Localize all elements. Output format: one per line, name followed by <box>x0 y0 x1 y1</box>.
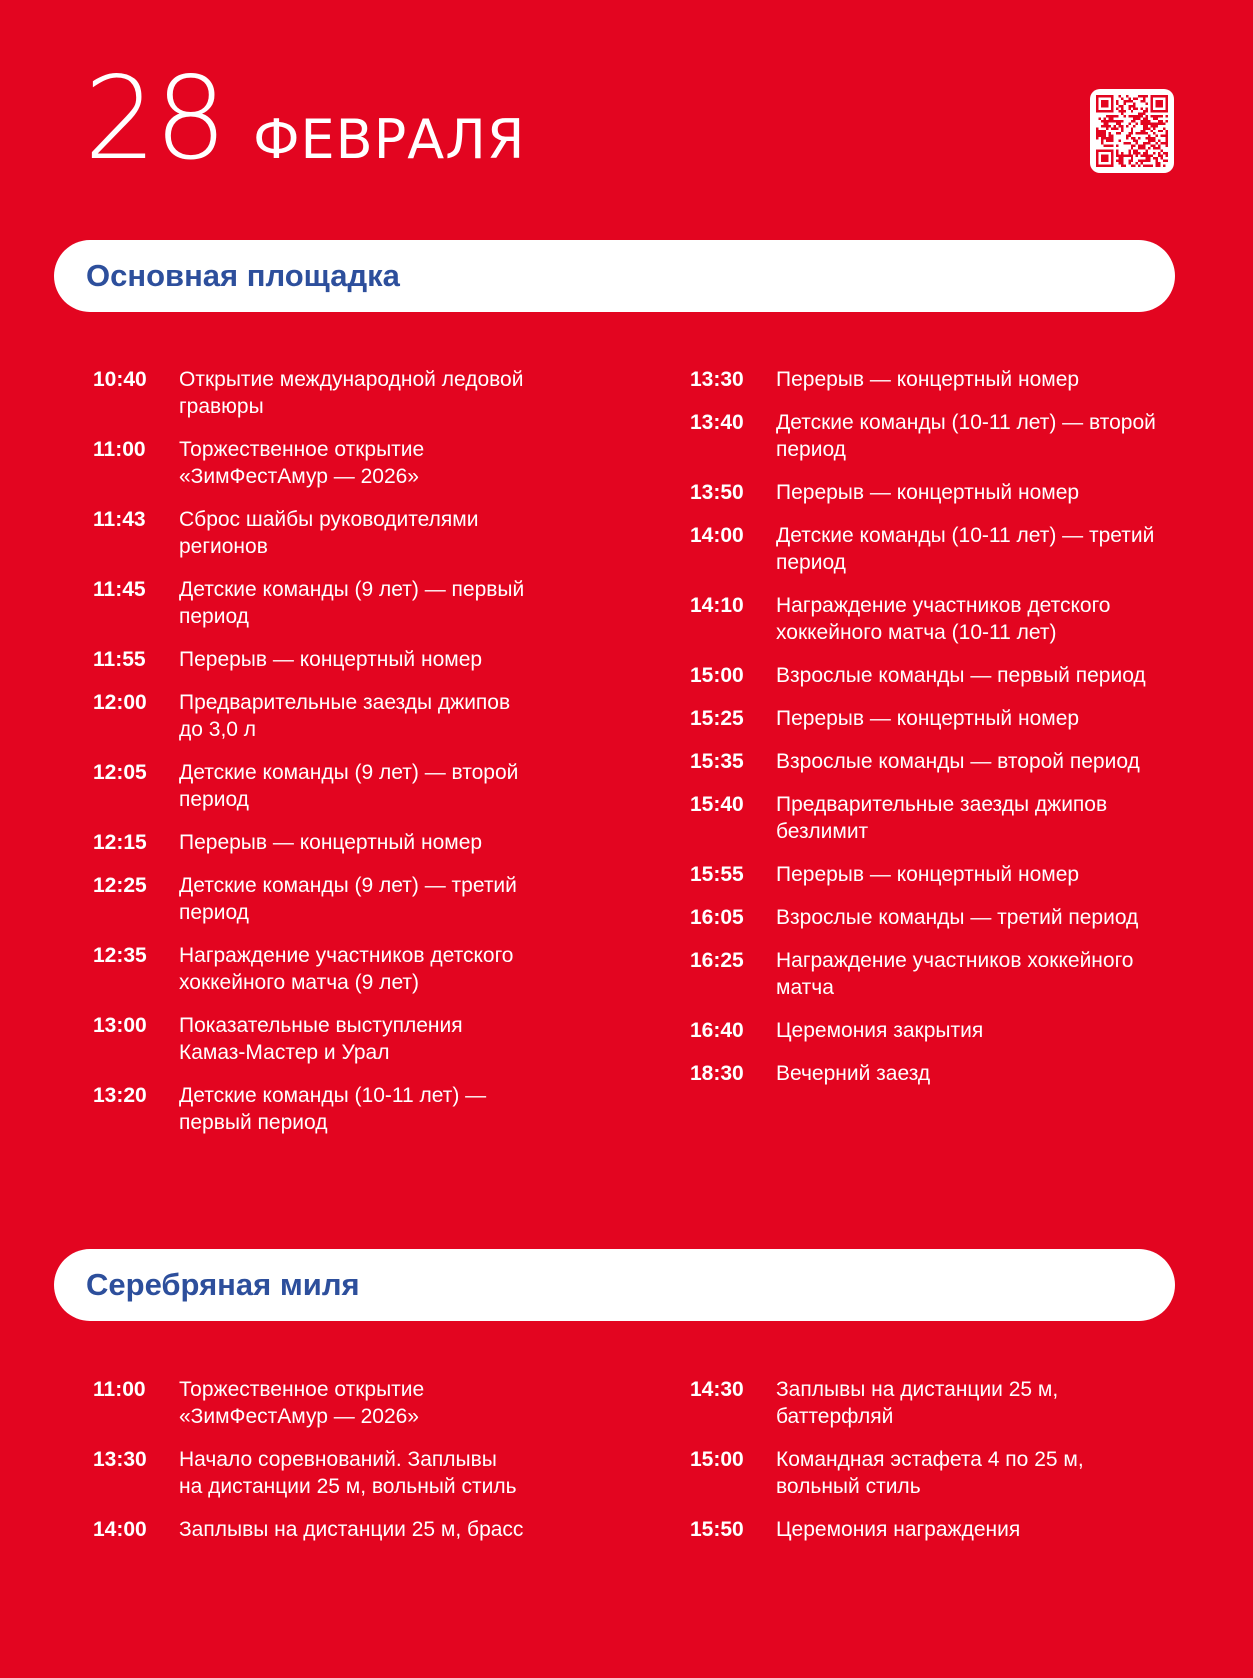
schedule-item <box>690 522 1230 576</box>
schedule-item <box>93 366 633 420</box>
schedule-event: Награждение участников детского хоккейного матча (10-11 лет) <box>776 594 1111 644</box>
schedule-event: Перерыв — концертный номер <box>179 831 483 854</box>
section-title: Основная площадка <box>86 258 400 293</box>
schedule-item <box>93 1446 633 1500</box>
schedule-item <box>93 689 633 743</box>
schedule-event: Вечерний заезд <box>776 1062 931 1085</box>
schedule-time: 13:50 <box>690 481 744 504</box>
schedule-time: 18:30 <box>690 1062 744 1085</box>
schedule-time: 12:25 <box>93 874 147 897</box>
schedule-item <box>690 479 1230 506</box>
schedule-item <box>93 646 633 673</box>
schedule-time: 10:40 <box>93 368 147 391</box>
schedule-time: 12:00 <box>93 691 147 714</box>
schedule-event: Показательные выступления Камаз-Мастер и Урал <box>179 1014 463 1064</box>
qr-code-graphic <box>1096 95 1168 167</box>
schedule-event: Награждение участников детского хоккейного матча (9 лет) <box>179 944 514 994</box>
schedule-time: 11:55 <box>93 648 146 671</box>
schedule-item <box>690 791 1230 845</box>
schedule-item <box>93 1516 633 1543</box>
schedule-item <box>690 409 1230 463</box>
schedule-event: Взрослые команды — первый период <box>776 664 1146 687</box>
schedule-item <box>93 576 633 630</box>
schedule-event: Заплывы на дистанции 25 м, баттерфляй <box>776 1378 1059 1428</box>
schedule-event: Перерыв — концертный номер <box>776 368 1080 391</box>
schedule-item <box>690 748 1230 775</box>
schedule-item <box>690 1446 1230 1500</box>
date-month: ФЕВРАЛЯ <box>253 108 526 171</box>
schedule-item <box>93 436 633 490</box>
schedule-time: 11:45 <box>93 578 146 601</box>
schedule-item <box>690 705 1230 732</box>
section-header-silver-mile <box>54 1249 1175 1321</box>
schedule-event: Торжественное открытие «ЗимФестАмур — 2026» <box>179 438 425 488</box>
schedule-time: 12:05 <box>93 761 147 784</box>
schedule-event: Перерыв — концертный номер <box>776 481 1080 504</box>
schedule-event: Взрослые команды — второй период <box>776 750 1140 773</box>
schedule-time: 11:00 <box>93 438 146 461</box>
schedule-item <box>690 904 1230 931</box>
schedule-time: 14:00 <box>690 524 744 547</box>
schedule-time: 11:00 <box>93 1378 146 1401</box>
schedule-event: Детские команды (10-11 лет) — второй период <box>776 411 1156 461</box>
schedule-time: 16:05 <box>690 906 744 929</box>
schedule-time: 15:00 <box>690 664 744 687</box>
schedule-event: Сброс шайбы руководителями регионов <box>179 508 479 558</box>
schedule-time: 11:43 <box>93 508 146 531</box>
schedule-time: 15:25 <box>690 707 744 730</box>
schedule-time: 14:00 <box>93 1518 147 1541</box>
schedule-item <box>93 1376 633 1430</box>
schedule-column-left <box>93 366 633 1152</box>
schedule-event: Перерыв — концертный номер <box>179 648 483 671</box>
schedule-item <box>93 1012 633 1066</box>
schedule-time: 15:40 <box>690 793 744 816</box>
schedule-time: 15:00 <box>690 1448 744 1471</box>
schedule-event: Торжественное открытие «ЗимФестАмур — 2026» <box>179 1378 425 1428</box>
schedule-item <box>690 592 1230 646</box>
schedule-item <box>690 947 1230 1001</box>
schedule-event: Детские команды (9 лет) — первый период <box>179 578 525 628</box>
schedule-time: 13:30 <box>93 1448 147 1471</box>
schedule-item <box>690 1516 1230 1543</box>
schedule-column-right <box>690 1376 1230 1559</box>
schedule-item <box>93 1082 633 1136</box>
schedule-time: 15:50 <box>690 1518 744 1541</box>
schedule-event: Начало соревнований. Заплывы на дистанции 25 м, вольный стиль <box>179 1448 517 1498</box>
schedule-item <box>93 829 633 856</box>
section-title: Серебряная миля <box>86 1267 360 1302</box>
schedule-item <box>93 942 633 996</box>
schedule-event: Заплывы на дистанции 25 м, брасс <box>179 1518 524 1541</box>
schedule-event: Детские команды (9 лет) — третий период <box>179 874 517 924</box>
schedule-item <box>93 506 633 560</box>
schedule-time: 13:20 <box>93 1084 147 1107</box>
schedule-event: Командная эстафета 4 по 25 м, вольный стиль <box>776 1448 1084 1498</box>
schedule-event: Церемония награждения <box>776 1518 1021 1541</box>
schedule-item <box>690 861 1230 888</box>
schedule-event: Детские команды (10-11 лет) — третий период <box>776 524 1155 574</box>
schedule-event: Детские команды (10-11 лет) — первый период <box>179 1084 487 1134</box>
header-date <box>84 52 526 185</box>
schedule-time: 14:10 <box>690 594 744 617</box>
schedule-time: 16:40 <box>690 1019 744 1042</box>
schedule-time: 12:15 <box>93 831 147 854</box>
schedule-item <box>93 759 633 813</box>
schedule-time: 14:30 <box>690 1378 744 1401</box>
schedule-item <box>690 366 1230 393</box>
schedule-item <box>690 1017 1230 1044</box>
schedule-event: Предварительные заезды джипов до 3,0 л <box>179 691 511 741</box>
schedule-time: 12:35 <box>93 944 147 967</box>
schedule-event: Церемония закрытия <box>776 1019 984 1042</box>
schedule-time: 13:00 <box>93 1014 147 1037</box>
schedule-item <box>93 872 633 926</box>
section-header-main-stage <box>54 240 1175 312</box>
date-day: 28 <box>84 52 226 185</box>
qr-code-icon[interactable] <box>1090 89 1174 173</box>
schedule-item <box>690 662 1230 689</box>
schedule-event: Перерыв — концертный номер <box>776 707 1080 730</box>
schedule-item <box>690 1376 1230 1430</box>
schedule-event: Предварительные заезды джипов безлимит <box>776 793 1108 843</box>
schedule-column-right <box>690 366 1230 1103</box>
schedule-column-left <box>93 1376 633 1559</box>
schedule-time: 13:40 <box>690 411 744 434</box>
schedule-item <box>690 1060 1230 1087</box>
schedule-time: 15:55 <box>690 863 744 886</box>
schedule-time: 13:30 <box>690 368 744 391</box>
schedule-event: Открытие международной ледовой гравюры <box>179 368 524 418</box>
schedule-event: Детские команды (9 лет) — второй период <box>179 761 519 811</box>
schedule-time: 15:35 <box>690 750 744 773</box>
schedule-event: Перерыв — концертный номер <box>776 863 1080 886</box>
schedule-time: 16:25 <box>690 949 744 972</box>
schedule-event: Взрослые команды — третий период <box>776 906 1139 929</box>
schedule-event: Награждение участников хоккейного матча <box>776 949 1134 999</box>
